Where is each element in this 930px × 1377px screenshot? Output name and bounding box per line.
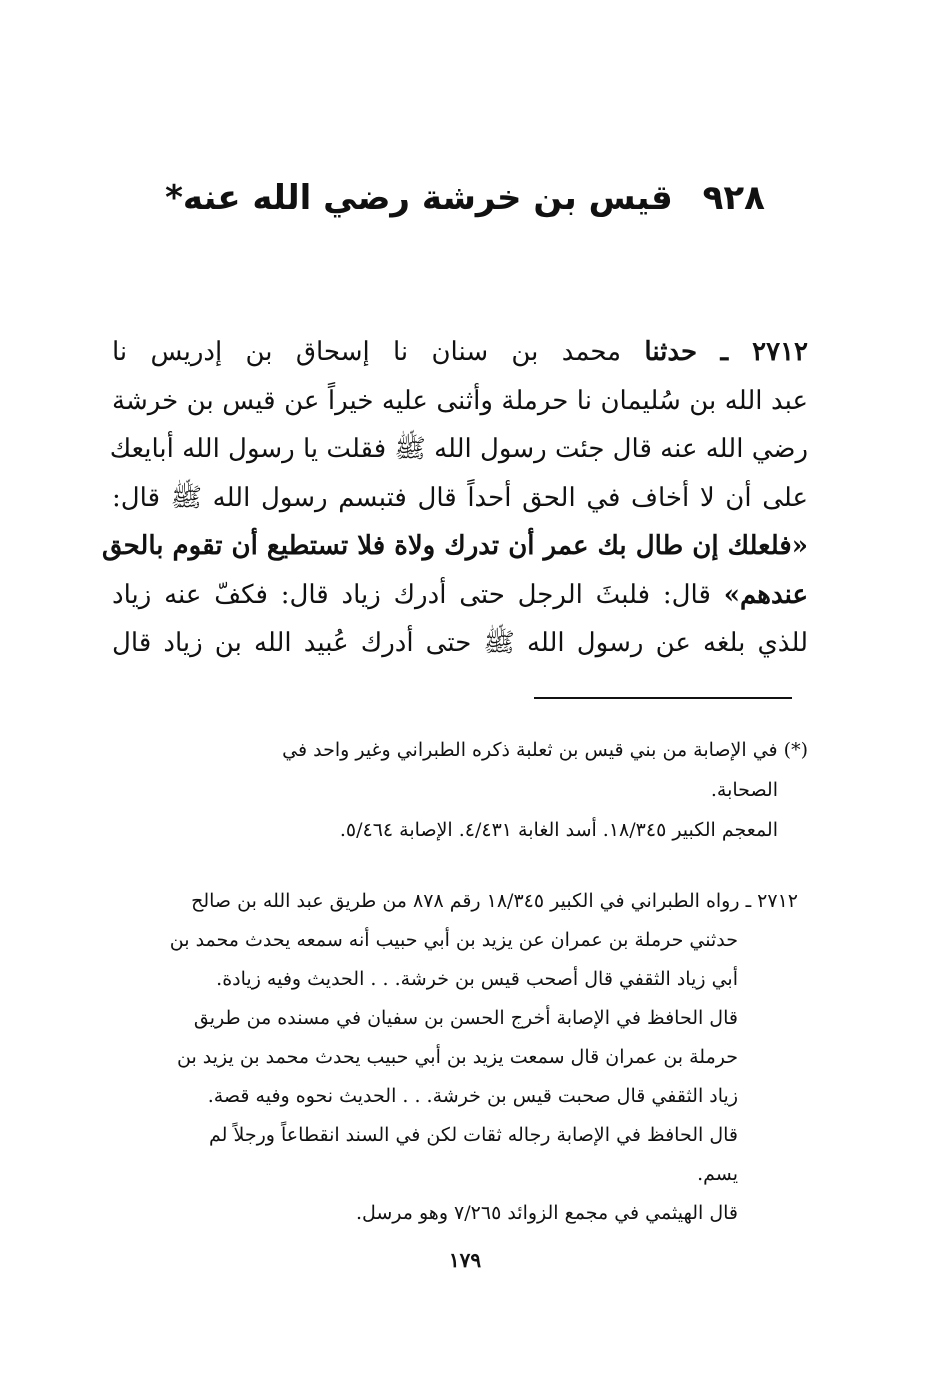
- chapter-number: ٩٢٨: [702, 178, 765, 218]
- footnote-line: قال الحافظ في الإصابة أخرج الحسن بن سفيان في مسنده من طريق: [193, 1007, 738, 1029]
- hadith-line: ٢٧١٢ ـ حدثنا محمد بن سنان نا إسحاق بن إدريس نا: [112, 337, 808, 367]
- footnote-star: [112, 730, 808, 850]
- chapter-heading: قيس بن خرشة رضي الله عنه*: [165, 178, 673, 218]
- footnote-divider: [534, 697, 792, 699]
- footnote-line: أبي زياد الثقفي قال أصحب قيس بن خرشة. . . الحديث وفيه زيادة.: [216, 968, 738, 990]
- footnote-references: المعجم الكبير ١٨/٣٤٥. أسد الغابة ٤/٤٣١. الإصابة ٥/٤٦٤.: [339, 819, 778, 841]
- footnote-line: يسم.: [697, 1163, 738, 1185]
- footnote-line: ٢٧١٢ ـ رواه الطبراني في الكبير ١٨/٣٤٥ رقم ٨٧٨ من طريق عبد الله بن صالح: [191, 890, 798, 912]
- footnote-line: زياد الثقفي قال صحبت قيس بن خرشة. . . الحديث نحوه وفيه قصة.: [207, 1085, 738, 1107]
- page-number: ١٧٩: [448, 1248, 482, 1272]
- footnote-line: حدثني حرملة بن عمران عن يزيد بن أبي حبيب أنه سمعه يحدث محمد بن: [169, 929, 738, 951]
- hadith-opening: حدثنا: [644, 337, 698, 367]
- footnote-hadith: [112, 882, 798, 1233]
- footnote-line: الصحابة.: [710, 779, 778, 801]
- hadith-quote-end: عندهم»: [723, 579, 808, 610]
- hadith-quote-line: «فلعلك إن طال بك عمر أن تدرك ولاة فلا تستطيع أن تقوم بالحق: [101, 531, 808, 561]
- hadith-line: عبد الله بن سُليمان نا حرملة وأثنى عليه خيراً عن قيس بن خرشة: [112, 385, 808, 416]
- hadith-number: ٢٧١٢ ـ: [720, 337, 808, 367]
- footnote-line: قال الحافظ في الإصابة رجاله ثقات لكن في السند انقطاعاً ورجلاً لم: [209, 1124, 738, 1146]
- hadith-line: على أن لا أخاف في الحق أحداً قال فتبسم رسول الله ﷺ قال:: [112, 482, 808, 513]
- footnote-line: قال الهيثمي في مجمع الزوائد ٧/٢٦٥ وهو مرسل.: [355, 1202, 738, 1224]
- hadith-line: رضي الله عنه قال جئت رسول الله ﷺ فقلت يا رسول الله أبايعك: [109, 434, 808, 464]
- chapter-title: [0, 178, 930, 218]
- hadith-text: [101, 328, 808, 668]
- hadith-line: عندهم» قال: فلبثَ الرجل حتى أدرك زياد قال: فكفّ عنه زياد: [112, 579, 808, 610]
- hadith-line: للذي بلغه عن رسول الله ﷺ حتى أدرك عُبيد الله بن زياد قال: [112, 628, 808, 658]
- footnote-line: حرملة بن عمران قال سمعت يزيد بن أبي حبيب يحدث محمد بن يزيد بن: [177, 1046, 738, 1068]
- footnote-line: (*) في الإصابة من بني قيس بن ثعلبة ذكره الطبراني وغير واحد في: [282, 739, 808, 761]
